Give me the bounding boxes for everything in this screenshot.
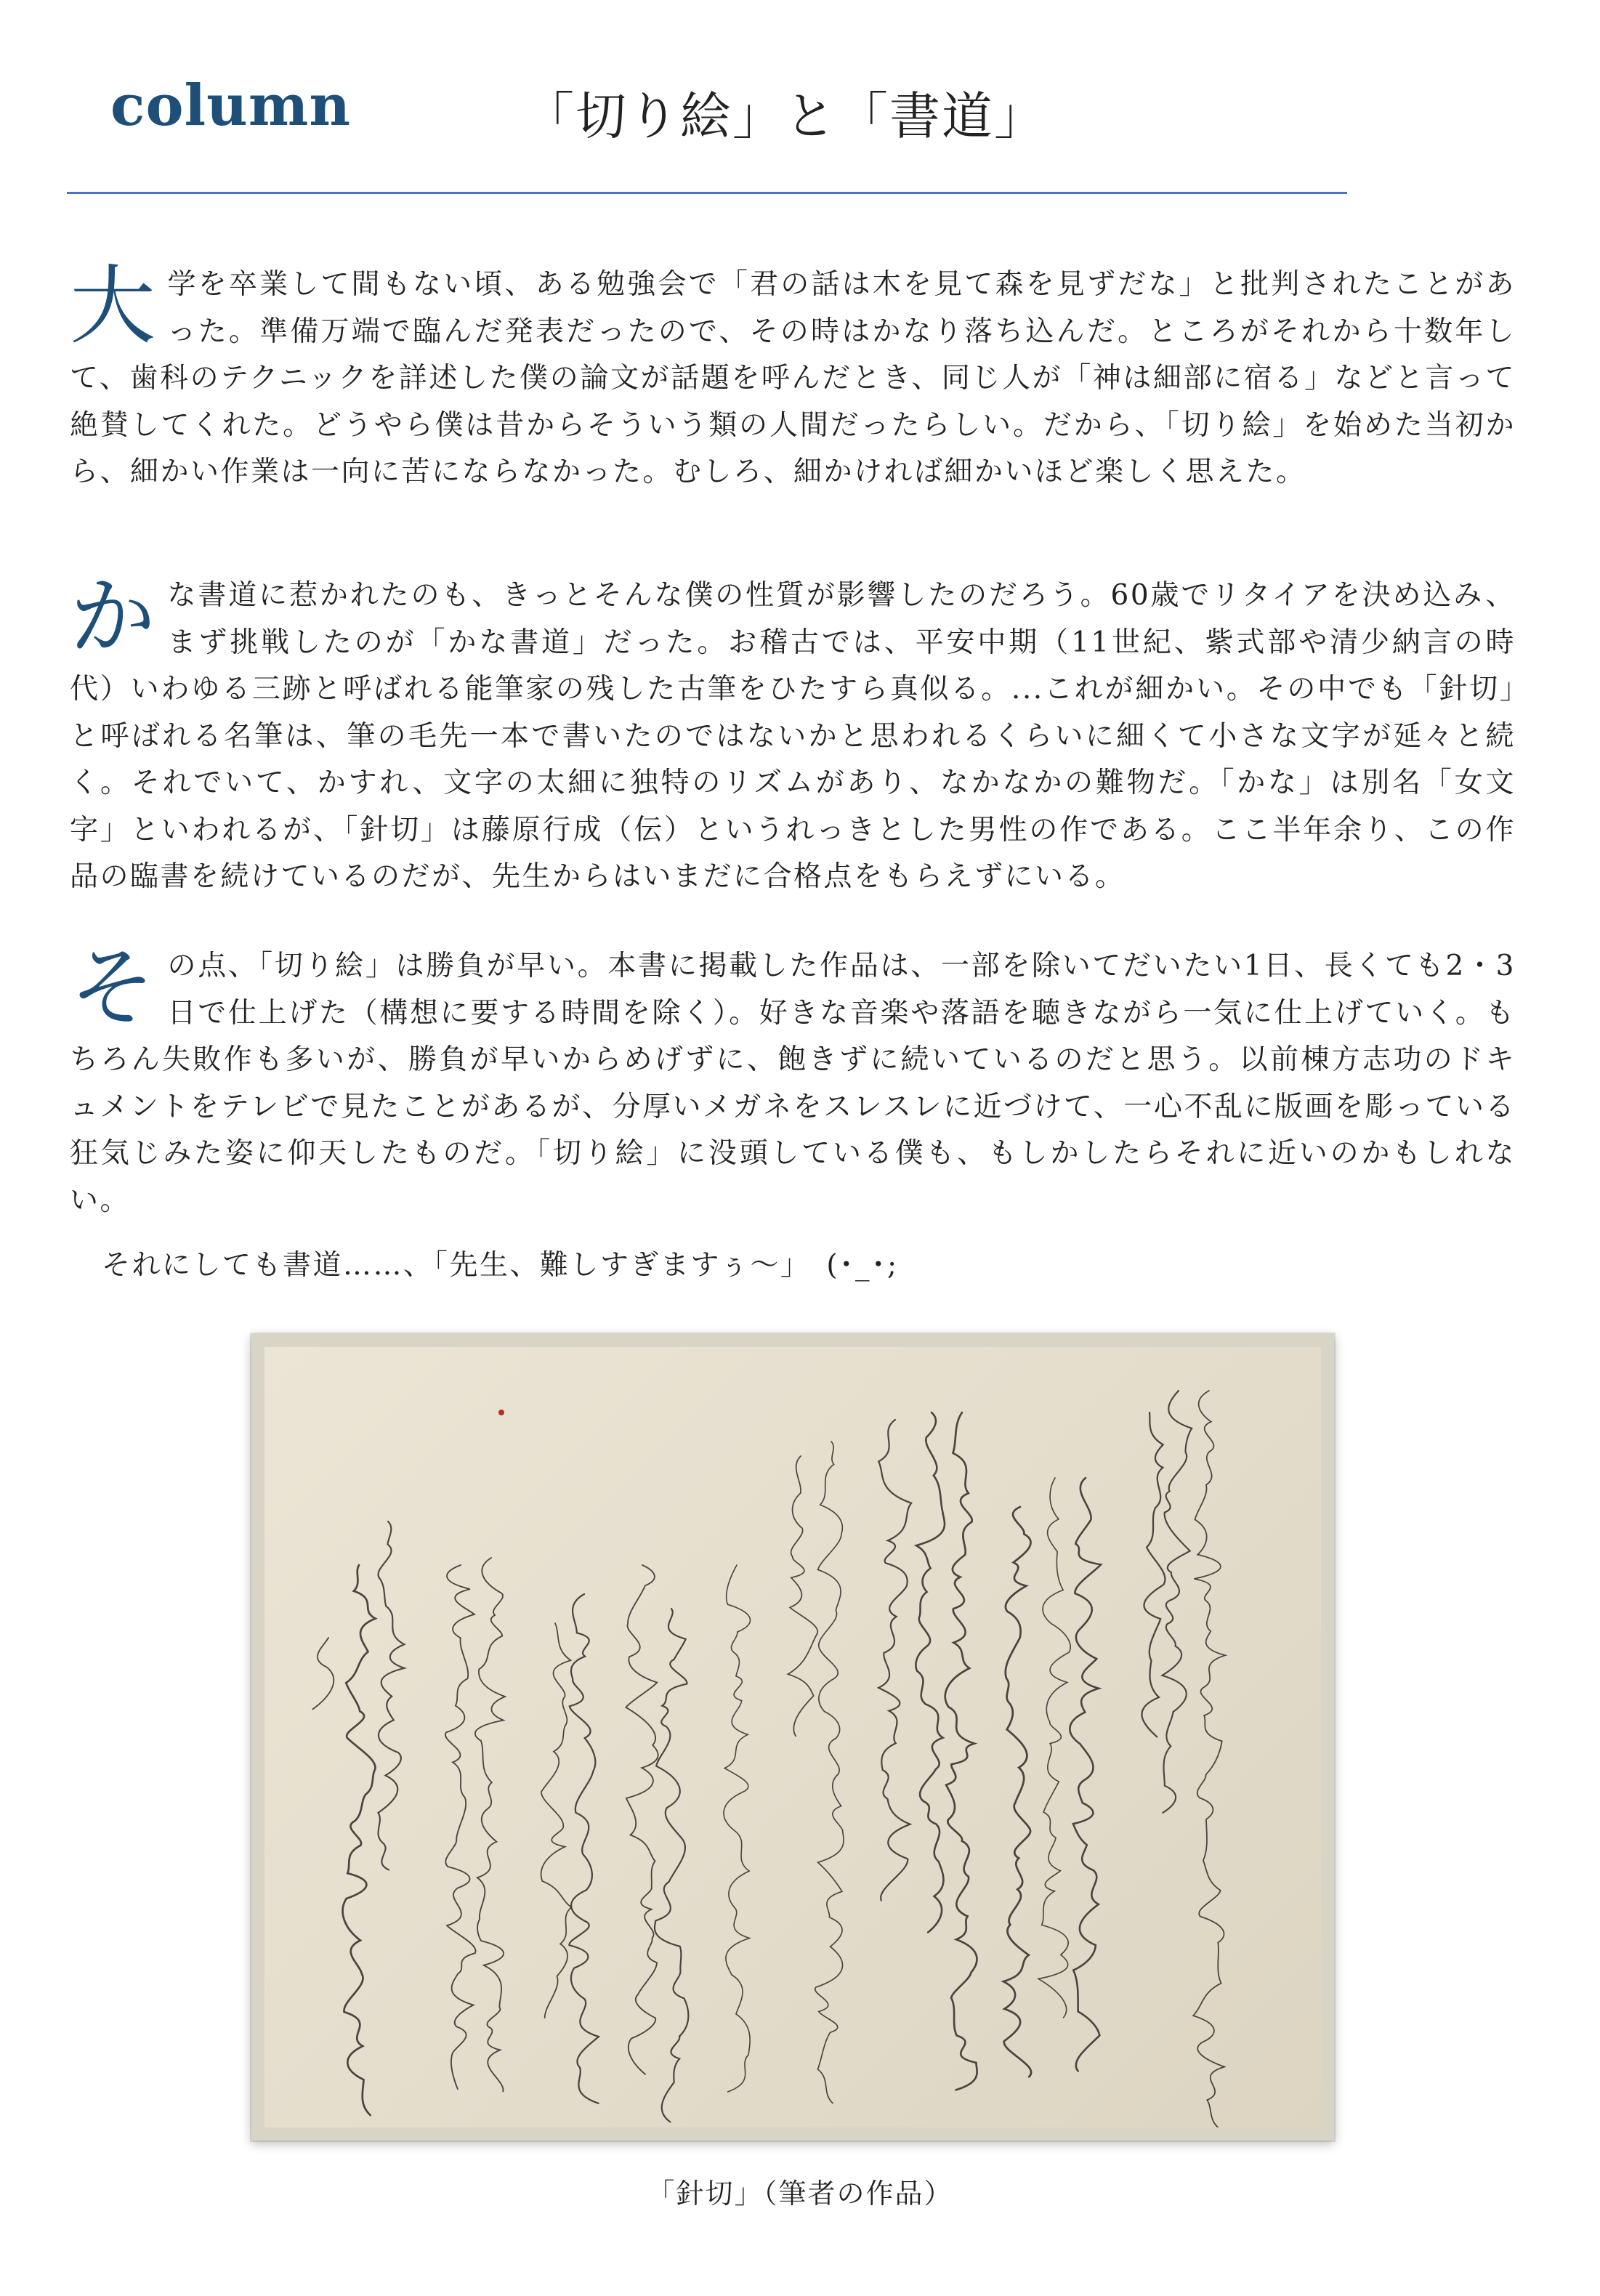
brush-stroke-column [1142, 1412, 1165, 1737]
brush-stroke-column [916, 1412, 945, 1933]
red-mark [498, 1410, 504, 1415]
calligraphy-photo [251, 1334, 1334, 2141]
column-label: column [110, 73, 352, 139]
brush-stroke-column [1070, 1478, 1101, 2071]
brush-stroke-column [445, 1565, 476, 2089]
calligraphy-brushwork [264, 1347, 1321, 2127]
paragraph-3 [70, 937, 1516, 1224]
brush-stroke-column [724, 1565, 750, 2092]
brush-stroke-column [945, 1412, 977, 2090]
dropcap-2: か [70, 567, 158, 667]
brush-stroke-column [475, 1558, 505, 2092]
paragraph-2-text: な書道に惹かれたのも、きっとそんな僕の性質が影響したのだろう。60歳でリタイアを決め込み、まず挑戦したのが「かな書道」だった。お稽古では、平安中期（11世紀、紫式部や清少納言の時代）いわゆる三跡と呼ばれる能筆家の残した古筆をひたすら真似る。...これが細かい。その中でも「針切」と呼ばれる名筆は、筆の毛先一本で書いたのではないかと思われるくらいに細くて小さな文字が延々と続く。それでいて、かすれ、文字の太細に独特のリズムがあり、なかなかの難物だ。「かな」は別名「女文字」といわれるが、「針切」は藤原行成（伝）というれっきとした男性の作である。ここ半年余り、この作品の臨書を続けているのだが、先生からはいまだに合格点をもらえずにいる。 [70, 579, 1516, 893]
brush-stroke-column [312, 1638, 334, 1709]
paragraph-1-text: 学を卒業して間もない頃、ある勉強会で「君の話は木を見て森を見ずだな」と批判されたことがあった。準備万端で臨んだ発表だったので、その時はかなり落ち込んだ。ところがそれから十数年して、歯科のテクニックを詳述した僕の論文が話題を呼んだとき、同じ人が「神は細部に宿る」などと言って絶賛してくれた。どうやら僕は昔からそういう類の人間だったらしい。だから、「切り絵」を始めた当初から、細かい作業は一向に苦にならなかった。むしろ、細かければ細かいほど楽しく思えた。 [70, 268, 1516, 488]
paragraph-2 [70, 567, 1516, 901]
title-divider [67, 192, 1347, 194]
brush-stroke-column [788, 1456, 817, 1737]
brush-stroke-column [1038, 1478, 1070, 2018]
brush-stroke-column [378, 1521, 404, 1870]
paragraph-1 [70, 256, 1516, 496]
brush-stroke-column [655, 1609, 688, 2122]
figure-caption: 「針切」（筆者の作品） [647, 2178, 953, 2210]
calligraphy-paper [264, 1347, 1321, 2127]
brush-stroke-column [1162, 1391, 1192, 1813]
brush-stroke-column [541, 1623, 572, 2018]
brush-stroke-column [815, 1442, 844, 2103]
page-title: 「切り絵」と「書道」 [523, 86, 1046, 146]
brush-stroke-column [878, 1420, 911, 1901]
dropcap-3: そ [70, 937, 158, 1038]
dropcap-1: 大 [70, 256, 158, 356]
brush-stroke-column [1193, 1391, 1225, 2127]
brush-stroke-column [343, 1565, 376, 2115]
brush-stroke-column [569, 1594, 599, 2103]
closing-line: それにしても書道……、「先生、難しすぎますぅ～」 (･_･; [102, 1249, 899, 1282]
paragraph-3-text: の点、「切り絵」は勝負が早い。本書に掲載した作品は、一部を除いてだいたい1日、長くても2・3日で仕上げた（構想に要する時間を除く）。好きな音楽や落語を聴きながら一気に仕上げていく。もちろん失敗作も多いが、勝負が早いからめげずに、飽きずに続いているのだと思う。以前棟方志功のドキュメントをテレビで見たことがあるが、分厚いメガネをスレスレに近づけて、一心不乱に版画を彫っている狂気じみた姿に仰天したものだ。「切り絵」に没頭している僕も、もしかしたらそれに近いのかもしれない。 [70, 950, 1516, 1217]
brush-stroke-column [626, 1565, 658, 2074]
brush-stroke-column [1003, 1507, 1031, 2077]
